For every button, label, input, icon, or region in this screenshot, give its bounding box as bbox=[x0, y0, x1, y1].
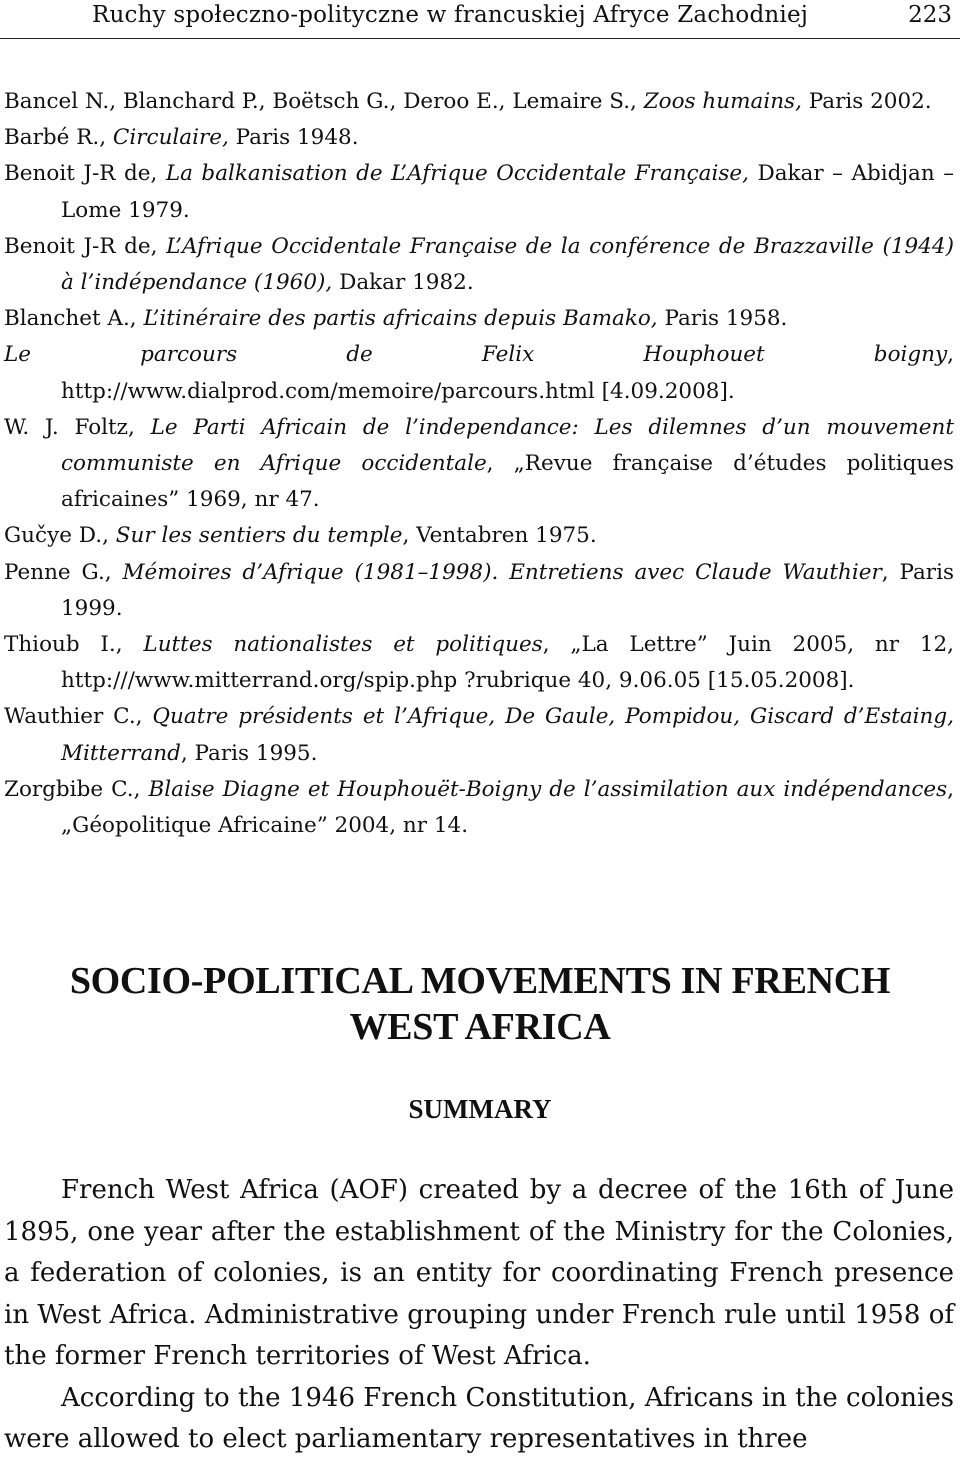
running-header bbox=[0, 0, 960, 44]
page-number: 223 bbox=[908, 2, 952, 28]
bibliography-entry: Wauthier C., Quatre présidents et l’Afrique, De Gaule, Pompidou, Giscard d’Estaing, Mitterrand, Paris 1995. bbox=[4, 704, 954, 766]
bibliography-entry: Blanchet A., L’itinéraire des partis africains depuis Bamako, Paris 1958. bbox=[4, 306, 788, 332]
article-title-line-2: WEST AFRICA bbox=[349, 1006, 611, 1048]
bibliography-entry: Benoit J-R de, La balkanisation de L’Afrique Occidentale Française, Dakar – Abidjan – Lome 1979. bbox=[4, 161, 954, 223]
article-title-line-1: SOCIO-POLITICAL MOVEMENTS IN FRENCH bbox=[69, 960, 891, 1002]
bibliography-entry: Benoit J-R de, L’Afrique Occidentale Française de la conférence de Brazzaville (1944) à l’indépendance (1960), Dakar 1982. bbox=[4, 233, 954, 296]
bibliography-entry: Thioub I., Luttes nationalistes et politiques, „La Lettre” Juin 2005, nr 12, http:///www.mitterrand.org/spip.php ?rubrique 40, 9.06.05 [15.05.2008]. bbox=[4, 632, 955, 694]
bibliography-entry: Gučye D., Sur les sentiers du temple, Ventabren 1975. bbox=[4, 523, 597, 549]
bibliography-list bbox=[4, 84, 954, 844]
header-rule bbox=[0, 38, 960, 39]
bibliography-entry: Penne G., Mémoires d’Afrique (1981–1998). Entretiens avec Claude Wauthier, Paris 1999. bbox=[4, 559, 954, 621]
bibliography-entry: W. J. Foltz, Le Parti Africain de l’independance: Les dilemnes d’un mouvement communiste en Afrique occidentale, „Revue française d’études politiques africaines” 1969, nr 47. bbox=[4, 414, 955, 513]
bibliography-entry: Barbé R., Circulaire, Paris 1948. bbox=[4, 125, 359, 151]
article-title bbox=[0, 958, 960, 1050]
bibliography-entry: Bancel N., Blanchard P., Boëtsch G., Deroo E., Lemaire S., Zoos humains, Paris 2002. bbox=[4, 89, 932, 114]
article-title-block bbox=[0, 958, 960, 1126]
bibliography-entry: Le parcours de Felix Houphouet boigny, http://www.dialprod.com/memoire/parcours.html [4.09.2008]. bbox=[4, 342, 954, 404]
running-header-title: Ruchy społeczno-polityczne w francuskiej Afryce Zachodniej bbox=[92, 2, 809, 28]
summary-body bbox=[4, 1170, 954, 1461]
summary-paragraph: French West Africa (AOF) created by a decree of the 16th of June 1895, one year after the establishment of the Ministry for the Colonies, a federation of colonies, is an entity for coordinating French presence in West Africa. Administrative grouping under French rule until 1958 of the former French territories of West Africa. bbox=[4, 1175, 954, 1371]
summary-heading: SUMMARY bbox=[408, 1094, 552, 1124]
bibliography-entry: Zorgbibe C., Blaise Diagne et Houphouët-Boigny de l’assimilation aux indépendances, „Géopolitique Africaine” 2004, nr 14. bbox=[4, 776, 954, 839]
summary-paragraph: According to the 1946 French Constitution, Africans in the colonies were allowed to elect parliamentary representatives in three bbox=[4, 1382, 954, 1454]
